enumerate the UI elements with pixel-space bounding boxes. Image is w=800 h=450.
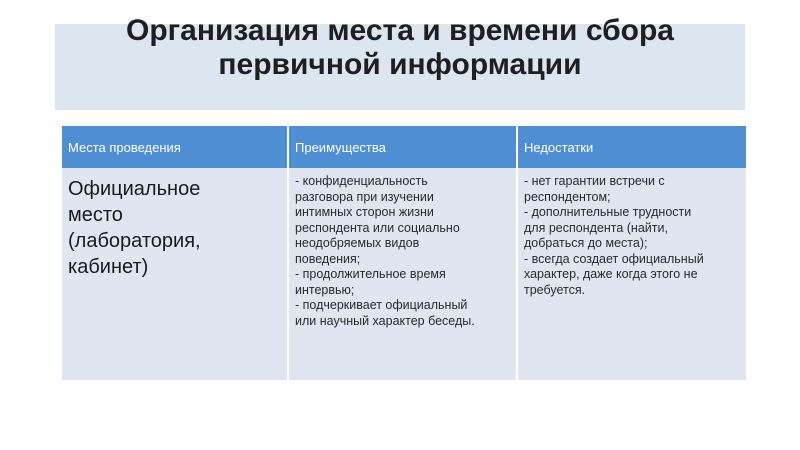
advantage-line: разговора при изучении xyxy=(295,189,434,204)
advantage-line: респондента или социально xyxy=(295,220,460,235)
comparison-table xyxy=(62,126,746,380)
disadvantage-line: характер, даже когда этого не xyxy=(524,267,698,281)
place-line: (лаборатория, xyxy=(68,230,201,252)
table-row xyxy=(62,168,746,380)
disadvantage-line: требуется. xyxy=(524,282,586,297)
cell-place xyxy=(62,168,288,380)
disadvantage-line: - нет гарантии встречи с xyxy=(524,174,665,188)
header-places: Места проведения xyxy=(62,126,288,168)
table-header-row xyxy=(62,126,746,168)
advantage-line: интимных сторон жизни xyxy=(295,205,434,219)
disadvantage-line: для респондента (найти, xyxy=(524,220,668,235)
place-line: место xyxy=(68,204,123,226)
advantage-line: неодобряемых видов xyxy=(295,236,420,250)
cell-advantages xyxy=(288,168,517,380)
title-line-2: первичной информации xyxy=(218,48,582,81)
disadvantage-line: добраться до места); xyxy=(524,236,648,250)
advantage-line: поведения; xyxy=(295,251,361,266)
advantage-line: - подчеркивает официальный xyxy=(295,298,468,312)
header-advantages: Преимущества xyxy=(288,126,517,168)
slide-title xyxy=(0,14,800,82)
advantage-line: или научный характер беседы. xyxy=(295,313,475,328)
advantage-line: - продолжительное время xyxy=(295,267,446,281)
header-disadvantages: Недостатки xyxy=(517,126,746,168)
title-line-1: Организация места и времени сбора xyxy=(126,14,674,47)
disadvantage-line: - дополнительные трудности xyxy=(524,205,692,219)
place-line: кабинет) xyxy=(68,256,149,278)
cell-disadvantages xyxy=(517,168,746,380)
disadvantage-line: - всегда создает официальный xyxy=(524,251,704,266)
advantage-line: - конфиденциальность xyxy=(295,174,428,188)
advantage-line: интервью; xyxy=(295,282,355,297)
place-line: Официальное xyxy=(68,178,201,200)
disadvantage-line: респондентом; xyxy=(524,189,611,204)
